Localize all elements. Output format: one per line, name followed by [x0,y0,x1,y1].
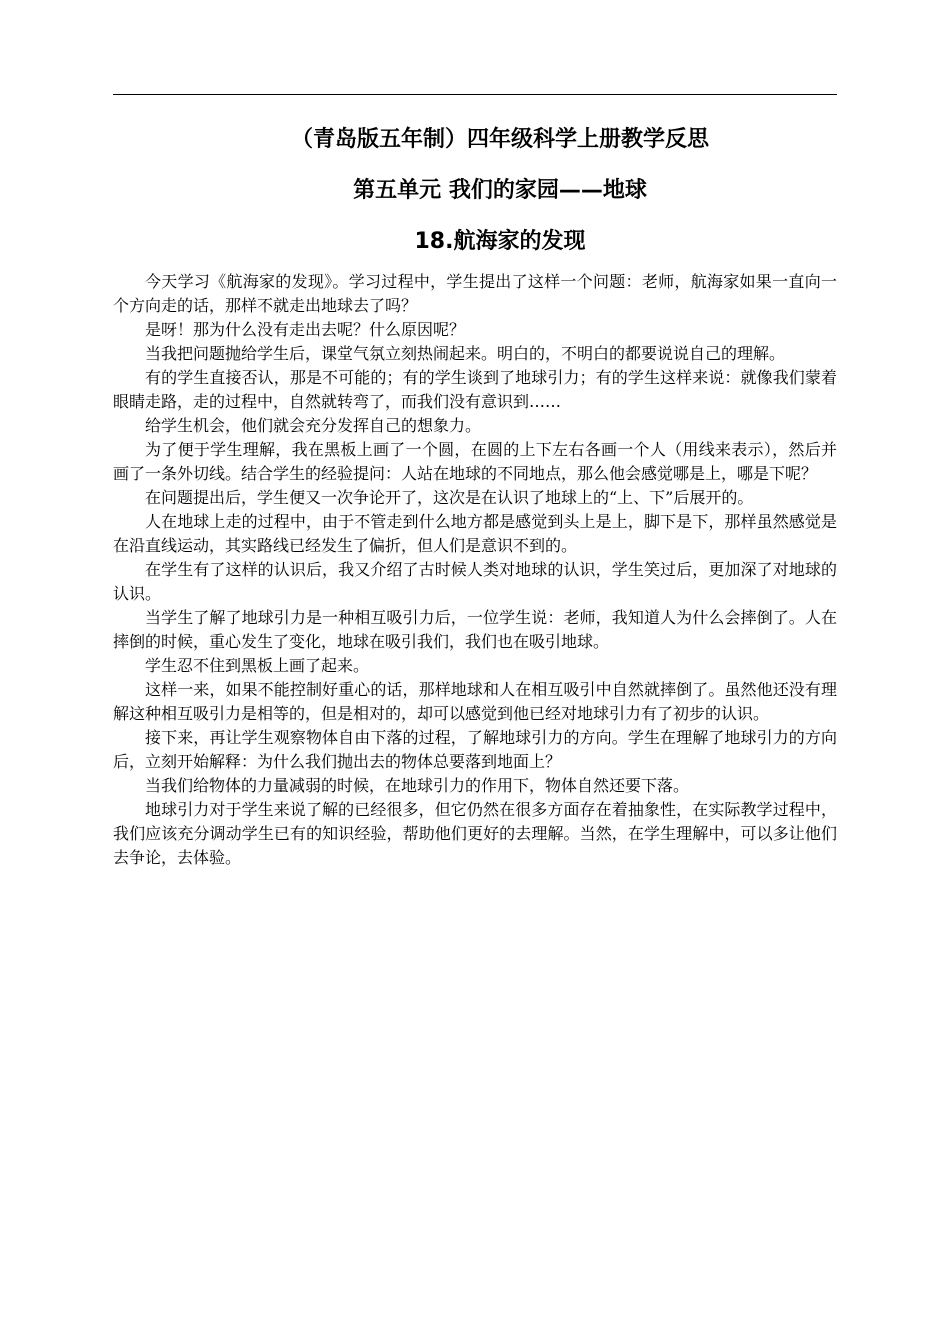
reflection-body [113,270,837,870]
title-block [113,128,887,254]
paragraph: 人在地球上走的过程中，由于不管走到什么地方都是感觉到头上是上，脚下是下，那样虽然感觉是在沿直线运动，其实路线已经发生了偏折，但人们是意识不到的。 [113,512,837,555]
unit-title: 第五单元 我们的家园——地球 [353,178,647,203]
paragraph: 今天学习《航海家的发现》。学习过程中，学生提出了这样一个问题：老师，航海家如果一直向一个方向走的话，那样不就走出地球去了吗？ [113,272,837,315]
paragraph: 为了便于学生理解，我在黑板上画了一个圆，在圆的上下左右各画一个人（用线来表示），然后并画了一条外切线。结合学生的经验提问：人站在地球的不同地点，那么他会感觉哪是上，哪是下呢？ [113,440,837,483]
lesson-title: 18.航海家的发现 [414,229,586,254]
paragraph: 在问题提出后，学生便又一次争论开了，这次是在认识了地球上的“上、下”后展开的。 [145,488,754,507]
document-title: （青岛版五年制）四年级科学上册教学反思 [290,127,709,152]
paragraph: 当学生了解了地球引力是一种相互吸引力后，一位学生说：老师，我知道人为什么会摔倒了。人在摔倒的时候，重心发生了变化，地球在吸引我们，我们也在吸引地球。 [113,608,837,651]
paragraph: 有的学生直接否认，那是不可能的；有的学生谈到了地球引力；有的学生这样来说：就像我们蒙着眼睛走路，走的过程中，自然就转弯了，而我们没有意识到…… [113,368,837,411]
paragraph: 给学生机会，他们就会充分发挥自己的想象力。 [145,416,482,435]
paragraph: 这样一来，如果不能控制好重心的话，那样地球和人在相互吸引中自然就摔倒了。虽然他还没有理解这种相互吸引力是相等的，但是相对的，却可以感觉到他已经对地球引力有了初步的认识。 [113,680,837,723]
paragraph: 是呀！那为什么没有走出去呢？什么原因呢？ [145,320,466,339]
paragraph: 地球引力对于学生来说了解的已经很多，但它仍然在很多方面存在着抽象性，在实际教学过程中，我们应该充分调动学生已有的知识经验，帮助他们更好的去理解。当然，在学生理解中，可以多让他们去争论，去体验。 [113,800,837,867]
paragraph: 在学生有了这样的认识后，我又介绍了古时候人类对地球的认识，学生笑过后，更加深了对地球的认识。 [113,560,837,603]
paragraph: 学生忍不住到黑板上画了起来。 [145,656,370,675]
paragraph: 当我们给物体的力量减弱的时候，在地球引力的作用下，物体自然还要下落。 [145,776,690,795]
paragraph: 接下来，再让学生观察物体自由下落的过程，了解地球引力的方向。学生在理解了地球引力的方向后，立刻开始解释：为什么我们抛出去的物体总要落到地面上？ [113,728,837,771]
paragraph: 当我把问题抛给学生后，课堂气氛立刻热闹起来。明白的，不明白的都要说说自己的理解。 [145,344,786,363]
header-rule [113,94,837,95]
